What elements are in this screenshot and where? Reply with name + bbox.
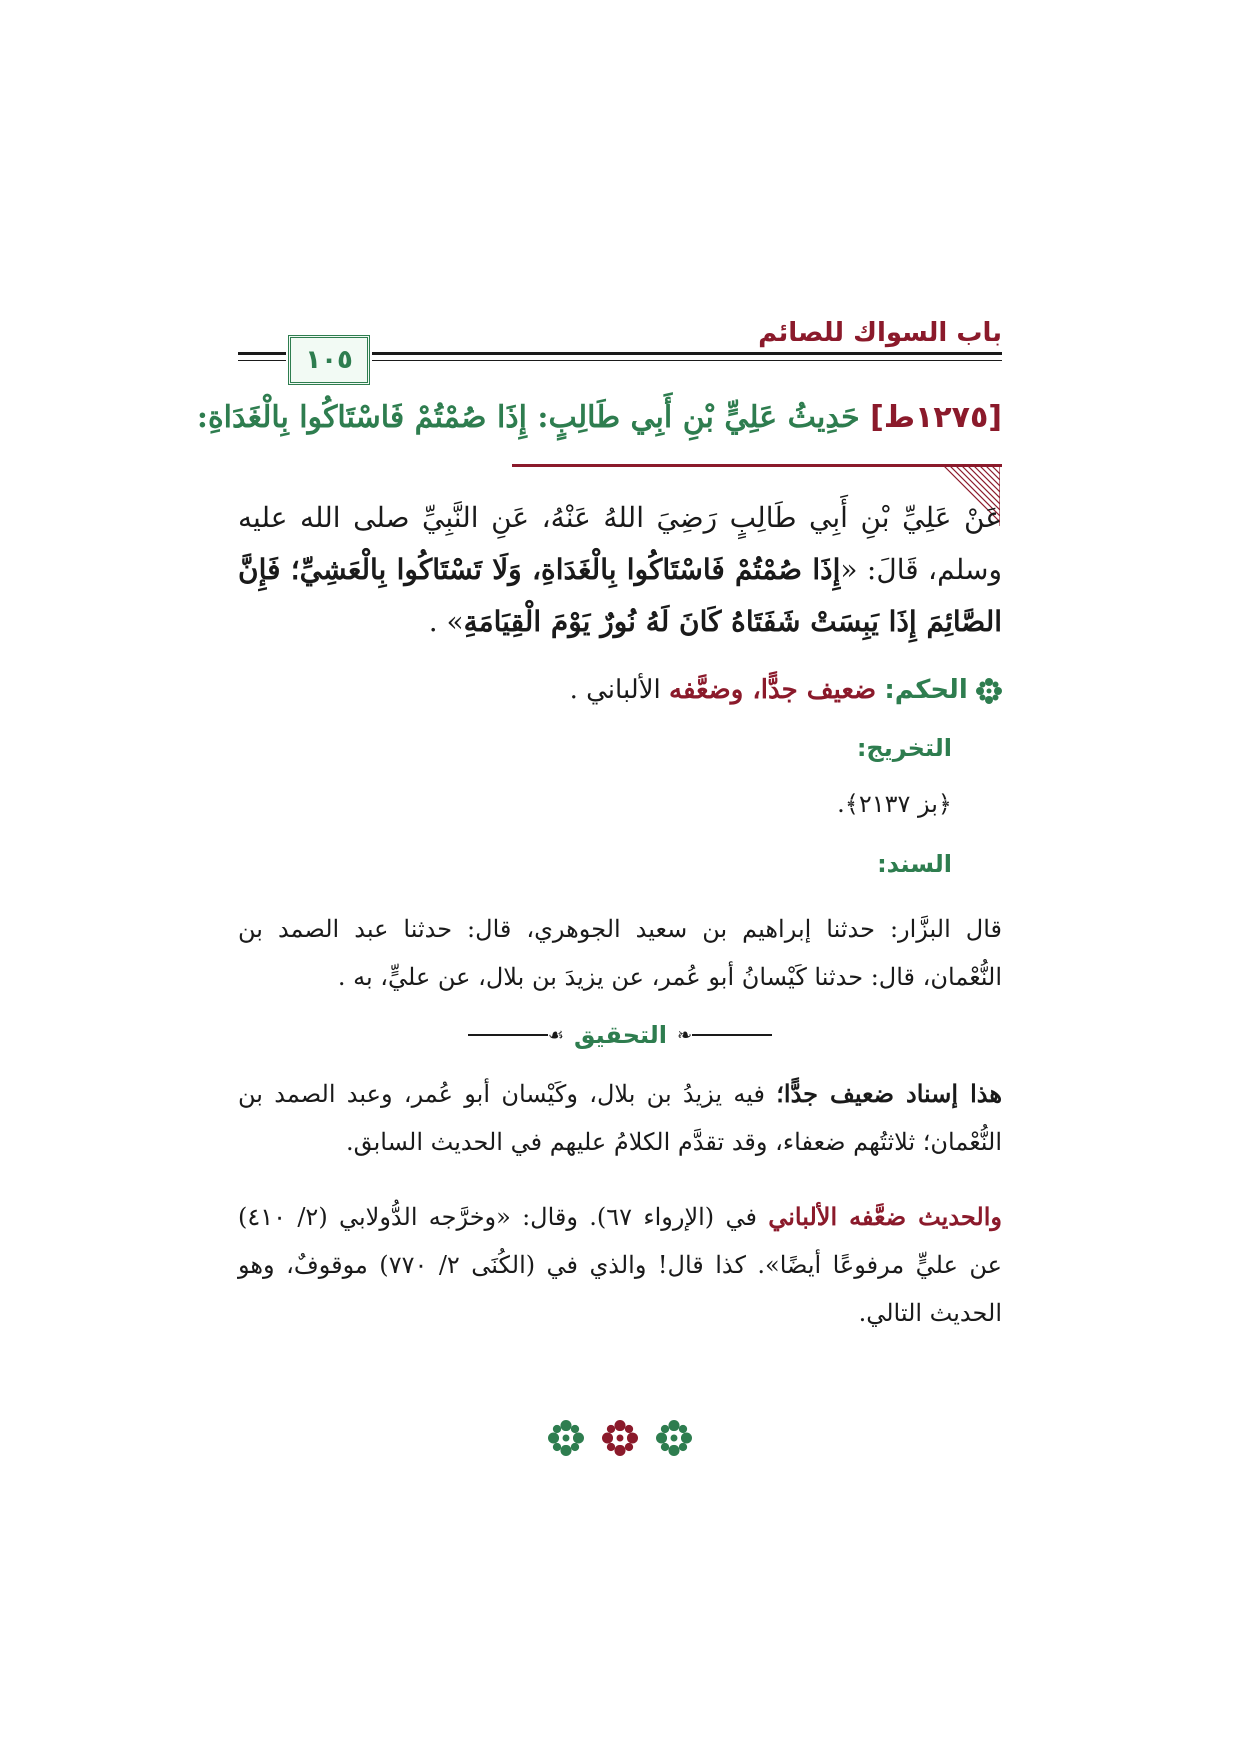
ruling-rest: الألباني . <box>569 675 661 705</box>
flower-icon <box>548 1420 584 1456</box>
closing-ornaments <box>548 1418 692 1458</box>
ruling-label: الحكم: <box>884 675 968 705</box>
takhrij-label: التخريج: <box>856 734 952 762</box>
tahqiq-title: التحقيق <box>574 1021 668 1049</box>
page-number-badge <box>288 335 370 385</box>
hadith-intro: عَنْ عَلِيِّ بْنِ أَبِي طَالِبٍ رَضِيَ اللهُ عَنْهُ، عَنِ النَّبِيِّ صلى الله عليه وسلم، قَالَ: « <box>238 501 1002 586</box>
heading-underline <box>512 464 1002 467</box>
header-rule-right-thin <box>372 360 1002 361</box>
flower-icon <box>602 1420 638 1456</box>
hadith-heading <box>196 400 1002 435</box>
hadith-text <box>238 492 1002 648</box>
hadith-number: [١٢٧٥ط] <box>870 400 1002 435</box>
tahqiq-p2-text: في (الإرواء ٦٧). وقال: «وخرَّجه الدُّولابي (٢/ ٤١٠) عن عليٍّ مرفوعًا أيضًا». كذا قال! والذي في (الكُنَى ٢/ ٧٧٠) موقوفٌ، وهو الحديث التالي. <box>238 1203 1002 1327</box>
hadith-title: حَدِيثُ عَلِيٍّ بْنِ أَبِي طَالِبٍ: إِذَا صُمْتُمْ فَاسْتَاكُوا بِالْغَدَاةِ: <box>196 400 860 435</box>
divider-line-right <box>692 1034 772 1036</box>
sanad-text: قال البزَّار: حدثنا إبراهيم بن سعيد الجوهري، قال: حدثنا عبد الصمد بن النُّعْمان، قال: حدثنا كَيْسانُ أبو عُمر، عن يزيدَ بن بلال، عن عليٍّ، به . <box>238 915 1002 991</box>
flower-icon <box>976 678 1002 704</box>
tahqiq-p1-text: فيه يزيدُ بن بلال، وكَيْسان أبو عُمر، وعبد الصمد بن النُّعْمان؛ ثلاثتُهم ضعفاء، وقد تقدَّم الكلامُ عليهم في الحديث السابق. <box>238 1080 1002 1156</box>
takhrij-value: ﴿بز ٢١٣٧﴾. <box>837 790 952 818</box>
divider-ornament-icon: ☙ <box>547 1024 564 1046</box>
tahqiq-paragraph-2 <box>238 1193 1002 1337</box>
header-rule-right <box>372 352 1002 355</box>
divider-line-left <box>468 1034 548 1036</box>
hadith-matn: إِذَا صُمْتُمْ فَاسْتَاكُوا بِالْغَدَاةِ، وَلَا تَسْتَاكُوا بِالْعَشِيِّ؛ فَإِنَّ الصَّائِمَ إِذَا يَبِسَتْ شَفَتَاهُ كَانَ لَهُ نُورٌ يَوْمَ الْقِيَامَةِ <box>238 553 1002 638</box>
tahqiq-paragraph-1 <box>238 1070 1002 1166</box>
flower-icon <box>656 1420 692 1456</box>
header-rule-left <box>238 352 286 355</box>
chapter-title: باب السواك للصائم <box>758 318 1002 348</box>
tahqiq-p2-bold: والحديث ضعَّفه الألباني <box>768 1202 1002 1231</box>
tahqiq-divider <box>440 1018 800 1052</box>
sanad-label: السند: <box>877 850 952 878</box>
ruling-value: ضعيف جدًّا، وضعَّفه <box>669 675 877 705</box>
page-number: ١٠٥ <box>305 345 353 375</box>
divider-ornament-icon: ❧ <box>677 1024 693 1046</box>
tahqiq-p1-bold: هذا إسناد ضعيف جدًّا؛ <box>776 1079 1003 1108</box>
header-rule-left-thin <box>238 360 286 361</box>
ruling-line <box>238 675 1002 705</box>
hadith-end: » . <box>428 605 464 638</box>
